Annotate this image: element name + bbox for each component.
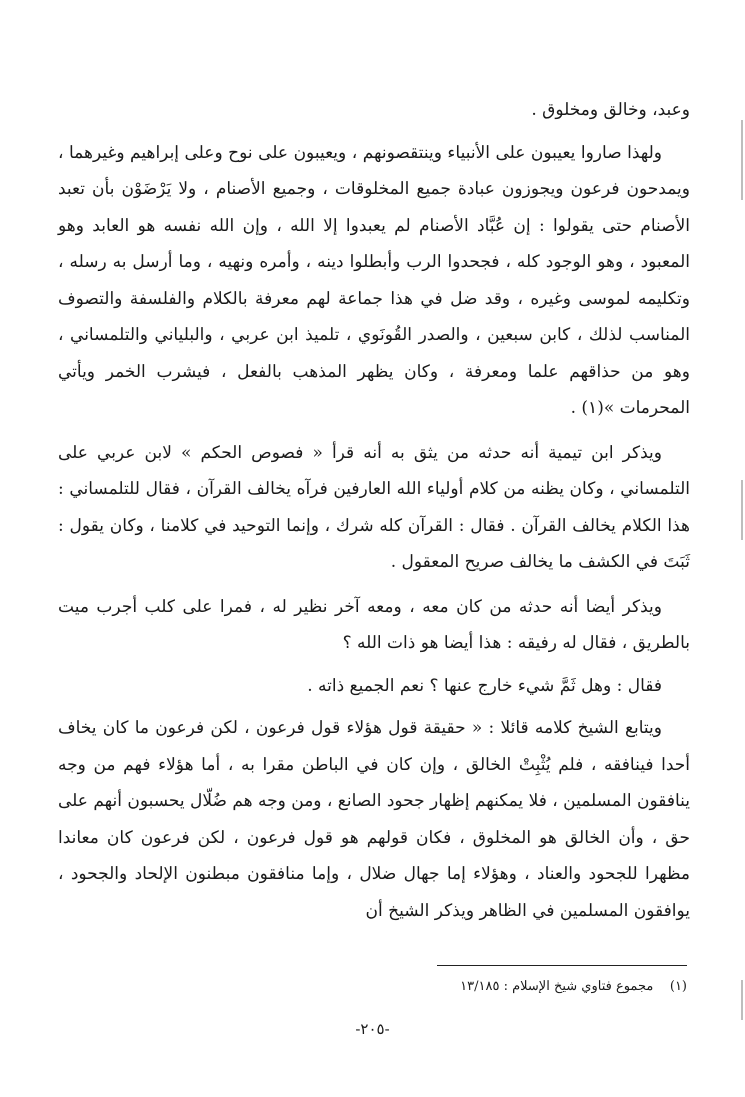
paragraph-continuation: وعبد، وخالق ومخلوق . (531, 100, 690, 120)
footnote-divider (437, 965, 687, 966)
body-text (58, 92, 690, 929)
paragraph: ويذكر ابن تيمية أنه حدثه من يثق به أنه قرأ « فصوص الحكم » لابن عربي على التلمساني ، وكان يظنه من كلام أولياء الله العارفين فرآه يخالف القرآن ، فقال للتلمساني : هذا الكلام يخالف القرآن . فقال : القرآن كله شرك ، وإنما التوحيد في كلامنا ، وكان يقول : ثَبَتَ في الكشف ما يخالف صريح المعقول . (58, 442, 690, 572)
footnote (287, 976, 687, 998)
page-number: -٢٠٥- (355, 1020, 390, 1038)
paragraph: ويذكر أيضا أنه حدثه من كان معه ، ومعه آخر نظير له ، فمرا على كلب أجرب ميت بالطريق ، فقال له رفيقه : هذا أيضا هو ذات الله ؟ (58, 596, 690, 653)
scan-edge-mark (741, 480, 743, 540)
paragraph: ولهذا صاروا يعيبون على الأنبياء وينتقصونهم ، ويعيبون على نوح وعلى إبراهيم وغيرهما ، ويمدحون فرعون ويجوزون عبادة جميع المخلوقات ، وجميع الأصنام ، ولا يَرْضَوْن بأن تعبد الأصنام حتى يقولوا : إن عُبَّاد الأصنام لم يعبدوا إلا الله ، وإن الله نفسه هو العابد وهو المعبود ، وهو الوجود كله ، فجحدوا الرب وأبطلوا دينه ، وأمره ونهيه ، وما أرسل به رسله ، وتكليمه لموسى وغيره ، وقد ضل في هذا جماعة لهم معرفة بالكلام والفلسفة والتصوف المناسب لذلك ، كابن سبعين ، والصدر القُونَوي ، تلميذ ابن عربي ، والبلياني والتلمساني ، وهو من حذاقهم علما ومعرفة ، وكان يظهر المذهب بالفعل ، فيشرب الخمر ويأتي المحرمات »(١) . (58, 142, 690, 418)
scan-edge-mark (741, 120, 743, 200)
scan-edge-mark (741, 980, 743, 1020)
paragraph: ويتابع الشيخ كلامه قائلا : « حقيقة قول هؤلاء قول فرعون ، لكن فرعون ما كان يخاف أحدا فينافقه ، فلم يُثْبِتْ الخالق ، وإن كان في الباطن مقرا به ، أما هؤلاء فهم من وجه ينافقون المسلمين ، فلا يمكنهم إظهار جحود الصانع ، ومن وجه هم ضُلّال يحسبون أنهم على حق ، وأن الخالق هو المخلوق ، فكان قولهم هو قول فرعون ، لكن فرعون كان معاندا مظهرا للجحود والعناد ، وهؤلاء إما جهال ضلال ، وإما منافقون مبطنون الإلحاد والجحود ، يوافقون المسلمين في الظاهر ويذكر الشيخ أن (57, 718, 690, 921)
footnote-text: مجموع فتاوي شيخ الإسلام : ١٣/١٨٥ (460, 979, 654, 994)
paragraph: فقال : وهل ثَمَّ شيء خارج عنها ؟ نعم الجميع ذاته . (307, 675, 662, 696)
footnote-marker: (١) (669, 979, 687, 994)
